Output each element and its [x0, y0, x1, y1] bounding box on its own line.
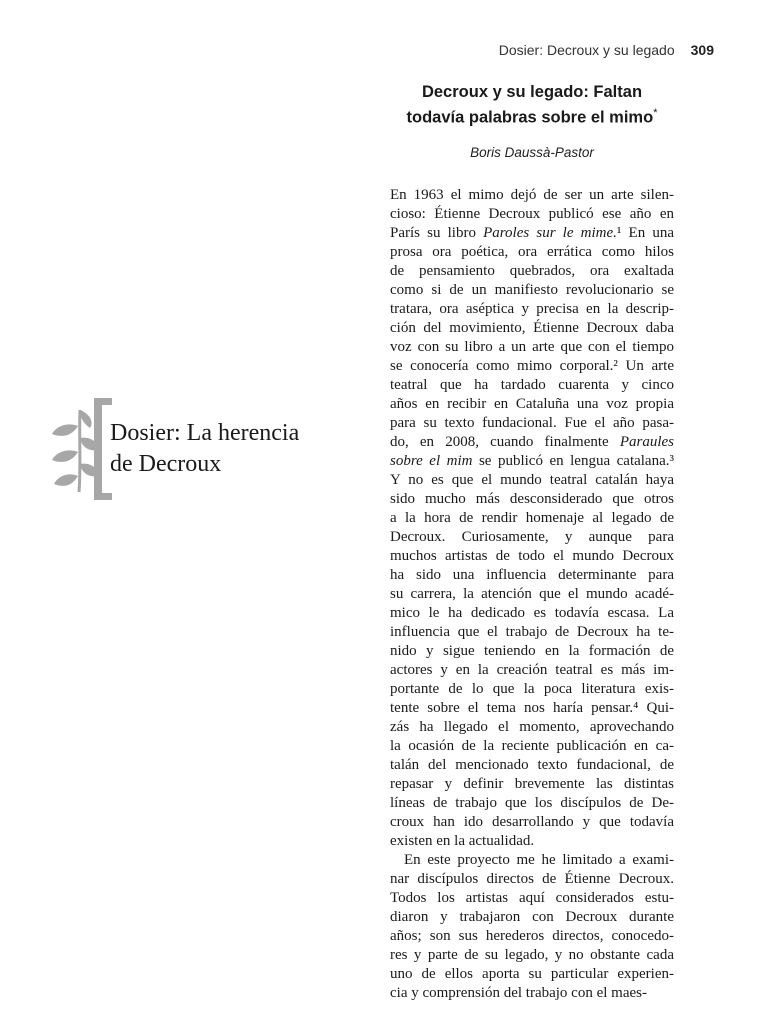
body-line: París su libro Paroles sur le mime.¹ En una: [390, 225, 674, 241]
body-line: do, en 2008, cuando finalmente Paraules: [390, 434, 674, 450]
body-line: líneas de trabajo que los discípulos de De-: [390, 795, 674, 811]
body-line: tratara, ora aséptica y precisa en la descrip-: [390, 301, 674, 317]
body-line: ha sido una influencia determinante para: [390, 567, 674, 583]
body-line: a la hora de rendir homenaje al legado de: [390, 510, 674, 526]
body-line: talán del mencionado texto fundacional, de: [390, 757, 674, 773]
body-line: muchos artistas de todo el mundo Decroux: [390, 548, 674, 564]
body-line: uno de ellos aporta su particular experien-: [390, 966, 674, 982]
body-line: como si de un manifiesto revolucionario se: [390, 282, 674, 298]
section-title-line-2: de Decroux: [110, 451, 222, 477]
body-line: repasar y definir brevemente las distintas: [390, 776, 674, 792]
body-line: ción del movimiento, Étienne Decroux daba: [390, 320, 674, 336]
body-line: de pensamiento quebrados, ora exaltada: [390, 263, 674, 279]
body-line: años; son sus herederos directos, conocedo-: [390, 928, 674, 944]
body-line: la ocasión de la reciente publicación en ca-: [390, 738, 674, 754]
body-line: voz con su libro a un arte que con el tiempo: [390, 339, 674, 355]
body-line: Decroux. Curiosamente, y aunque para: [390, 529, 674, 545]
body-line: croux han ido desarrollando y que todavía: [390, 814, 674, 830]
body-line: diaron y trabajaron con Decroux durante: [390, 909, 674, 925]
title-footnote-marker: *: [653, 107, 658, 119]
article-body: [390, 186, 674, 1003]
body-line: nido y sigue teniendo en la formación de: [390, 643, 674, 659]
body-line: mico le ha dedicado es todavía escasa. La: [390, 605, 674, 621]
author-name: Boris Daussà-Pastor: [470, 145, 594, 160]
body-line: para su texto fundacional. Fue el año pasa-: [390, 415, 674, 431]
body-line: cia y comprensión del trabajo con el maes-: [390, 985, 647, 1001]
body-line: Todos los artistas aquí considerados estu-: [390, 890, 674, 906]
article-title: [390, 82, 674, 129]
body-line: En 1963 el mimo dejó de ser un arte silen-: [390, 187, 674, 203]
body-line: influencia que el trabajo de Decroux ha te-: [390, 624, 674, 640]
article-title-line-2-text: todavía palabras sobre el mimo: [406, 108, 654, 127]
section-title: [110, 418, 299, 480]
body-line: cioso: Étienne Decroux publicó ese año en: [390, 206, 674, 222]
article-title-line-1: Decroux y su legado: Faltan: [421, 83, 643, 101]
body-line: se conocería como mimo corporal.² Un arte: [390, 358, 674, 374]
body-line: res y parte de su legado, y no obstante cada: [390, 947, 674, 963]
body-line: zás ha llegado el momento, aprovechando: [390, 719, 674, 735]
page-number: 309: [690, 42, 714, 58]
body-line: teatral que ha tardado cuarenta y cinco: [390, 377, 674, 393]
body-line: años en recibir en Cataluña una voz propia: [390, 396, 674, 412]
body-line: existen en la actualidad.: [390, 833, 535, 849]
section-marker: [50, 398, 350, 502]
body-line: tente sobre el tema nos haría pensar.⁴ Qui-: [390, 700, 674, 716]
body-line: su carrera, la atención que el mundo acadé-: [390, 586, 674, 602]
running-title: Dosier: Decroux y su legado: [498, 42, 675, 58]
body-line: En este proyecto me he limitado a exami-: [404, 852, 674, 868]
body-line: sobre el mim se publicó en lengua catalana.³: [390, 453, 674, 469]
body-line: portante de lo que la poca literatura exis-: [390, 681, 674, 697]
body-line: nar discípulos directos de Étienne Decroux.: [390, 871, 674, 887]
body-line: sido mucho más desconsiderado que otros: [390, 491, 674, 507]
body-line: actores y en la creación teatral es más im-: [390, 662, 674, 678]
body-line: Y no es que el mundo teatral catalán haya: [390, 472, 674, 488]
body-line: prosa ora poética, ora errática como hilos: [390, 244, 674, 260]
running-header: [499, 42, 714, 58]
section-title-line-1: Dosier: La herencia: [110, 420, 300, 446]
article-title-line-2: [390, 103, 674, 129]
